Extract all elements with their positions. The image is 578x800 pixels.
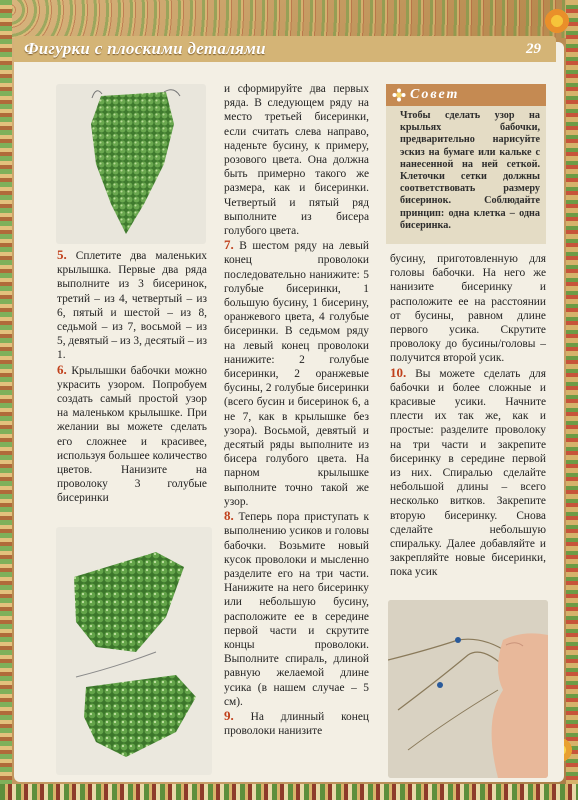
flower-decoration <box>540 4 574 38</box>
intro-paragraph: и сформируйте два первых ряда. В следующем ряду на место третьей бисеринки, если считать слева направо, наденьте бусину, к примеру, розового цвета. Она должна быть примерно такого же размера, как и бисеринки. Четвертый и пятый ряд выполните из бисера голубого цвета. <box>224 83 369 238</box>
beaded-wings-image <box>56 527 212 775</box>
step-number: 5. <box>57 247 67 262</box>
page-number: 29 <box>526 41 541 57</box>
step-6 <box>57 363 207 506</box>
flower-icon <box>392 88 406 102</box>
advice-header <box>386 84 546 106</box>
wing-photo-small <box>56 84 206 244</box>
advice-text: Чтобы сделать узор на крыльях бабочки, предварительно нарисуйте эскиз на бумаге или кальке с нанесенной на ней сеткой. Клеточки сетки должны соответствовать размеру бисеринок. Соблюдайте принцип: одна клетка – одна бисеринка. <box>400 110 540 231</box>
step-number: 8. <box>224 508 234 524</box>
advice-title: Совет <box>410 87 460 102</box>
step-number: 10. <box>390 364 407 380</box>
step-8 <box>224 509 369 709</box>
beads-border-bottom <box>0 784 578 800</box>
column-3 <box>390 252 546 580</box>
step-text: В шестом ряду на левый конец проволоки последовательно нанижите: 5 голубые бисеринки, 1 большую бусину, 1 бисерину, оранжевого цвета, 4 голубые бисеринки. В седьмом ряду на левый конец проволоки нанижите: 2 голубые бисеринки, 2 оранжевые бусины, 2 голубые бисеринки (всего бусин и бисеринок 6, а не 7, как в крылышке без узора). Восьмой, девятый и десятый ряды выполните из бисера голубого цвета. На парном крылышке выполните точно такой же узор. <box>224 240 369 508</box>
wire-antenna-image <box>388 600 548 778</box>
beads-border-top <box>0 0 578 38</box>
step-text: Теперь пора приступать к выполнению усиков и головы бабочки. Возьмите новый кусок проволоки и мысленно разделите его на три части. Нанижите на него бисеринку или небольшую бусину, расположите ее в середине первой части и скрутите концы проволоки. Выполните спираль, длиной равную желаемой длине усика (в нашем случае – 5 см). <box>224 511 369 708</box>
step-5 <box>57 248 207 363</box>
wing-photo-large <box>56 527 212 775</box>
step-number: 7. <box>224 237 234 253</box>
step-number: 6. <box>57 361 67 377</box>
step-text: Сплетите два маленьких крылышка. Первые два ряда выполните из 3 бисеринок, третий – из 4, четвертый – из 6, пятый и шестой – из 8, седьмой – из 7, восьмой – из 5, девятый – из 3, десятый – из 1. <box>57 250 207 362</box>
beads-border-left <box>0 0 12 800</box>
page-title: Фигурки с плоскими деталями <box>24 39 266 58</box>
column-2 <box>224 82 369 738</box>
intro-paragraph: бусину, приготовленную для головы бабочки. На него же нанизите бисеринку и расположите ее на расстоянии от бусины, равном длине первого усика. Скрутите проволоку до бусины/головы – получится второй усик. <box>390 253 546 365</box>
step-7 <box>224 238 369 509</box>
step-9 <box>224 709 369 738</box>
beads-border-right <box>566 0 578 800</box>
step-text: Крылышки бабочки можно украсить узором. Попробуем создать самый простой узор на маленьком крылышке. При желании вы можете сделать его сложнее и красивее, используя большее количество цветов. Нанизите на проволоку 3 голубые бисеринки <box>57 364 207 505</box>
antenna-photo <box>388 600 548 778</box>
step-10 <box>390 366 546 580</box>
beaded-wing-image <box>56 84 206 244</box>
step-text: На длинный конец проволоки нанизите <box>224 710 369 738</box>
advice-box <box>386 84 546 244</box>
column-1 <box>57 248 207 506</box>
step-text: Вы можете сделать для бабочки и более сложные и красивые усики. Начните плести их так же, как и простые: разделите проволоку на три части и закрепите бисеринку в середине первой из них. Спиралью сделайте небольшой длины – всего несколько витков. Закрепите вторую бисеринку. Снова сделайте небольшую спиральку. Далее добавляйте и закрепляйте новые бисеринки, пока усик <box>390 367 546 579</box>
step-number: 9. <box>224 707 234 723</box>
